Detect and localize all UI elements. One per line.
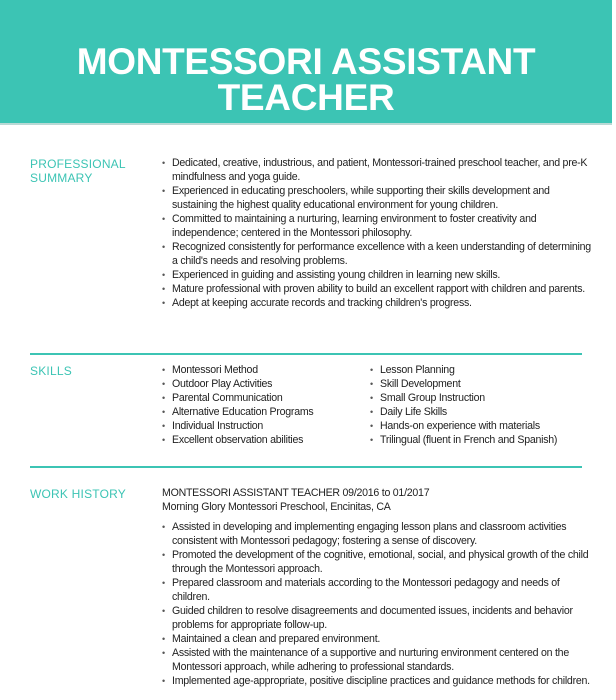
list-item: • Dedicated, creative, industrious, and patient, Montessori-trained preschool teacher, and pre-K mindfulness and yoga guide. [162,156,592,184]
list-item: • Guided children to resolve disagreements and documented issues, incidents and behavior problems for appropriate follow-up. [162,604,592,632]
list-item: • Adept at keeping accurate records and tracking children's progress. [162,296,592,310]
list-item: • Small Group Instruction [370,391,580,405]
job-title-line: MONTESSORI ASSISTANT TEACHER 09/2016 to 01/2017 [162,487,430,499]
list-item: • Prepared classroom and materials according to the Montessori pedagogy and needs of children. [162,576,592,604]
list-item: • Experienced in educating preschoolers, while supporting their skills development and sustaining the highest quality educational environment for young children. [162,184,592,212]
list-item: • Maintained a clean and prepared environment. [162,632,592,646]
summary-content [162,156,592,310]
list-item: • Parental Communication [162,391,372,405]
summary-list [162,156,592,310]
skills-column-right [370,363,580,447]
label-line: SUMMARY [30,171,93,185]
list-item: • Individual Instruction [162,419,372,433]
list-item: • Trilingual (fluent in French and Spanish) [370,433,580,447]
list-item: • Excellent observation abilities [162,433,372,447]
label-line: PROFESSIONAL [30,157,126,171]
skills-column-left [162,363,372,447]
title-line-2: TEACHER [217,77,395,118]
list-item: • Outdoor Play Activities [162,377,372,391]
work-history-content [162,486,592,688]
list-item: • Assisted in developing and implementing engaging lesson plans and classroom activities consistent with Montessori pedagogy; fostering a sense of discovery. [162,520,592,548]
list-item: • Montessori Method [162,363,372,377]
title-line-1: MONTESSORI ASSISTANT [76,41,536,82]
list-item: • Promoted the development of the cognitive, emotional, social, and physical growth of the child through the Montessori approach. [162,548,592,576]
list-item: • Mature professional with proven ability to build an excellent rapport with children and parents. [162,282,592,296]
list-item: • Committed to maintaining a nurturing, learning environment to foster creativity and independence; centered in the Montessori philosophy. [162,212,592,240]
resume-title [0,41,612,118]
list-item: • Lesson Planning [370,363,580,377]
list-item: • Experienced in guiding and assisting young children in learning new skills. [162,268,592,282]
job-company-line: Morning Glory Montessori Preschool, Encinitas, CA [162,501,391,513]
list-item: • Hands-on experience with materials [370,419,580,433]
list-item: • Assisted with the maintenance of a supportive and nurturing environment centered on the Montessori approach, while adhering to professional standards. [162,646,592,674]
list-item: • Skill Development [370,377,580,391]
section-label-summary [30,157,126,185]
list-item: • Implemented age-appropriate, positive discipline practices and guidance methods for children. [162,674,592,688]
section-label-work-history: WORK HISTORY [30,487,126,501]
header-banner [0,0,612,125]
list-item: • Recognized consistently for performance excellence with a keen understanding of determining a child's needs and resolving problems. [162,240,592,268]
section-divider [30,466,582,468]
list-item: • Daily Life Skills [370,405,580,419]
job-bullets [162,520,592,688]
section-label-skills: SKILLS [30,364,72,378]
section-divider [30,353,582,355]
list-item: • Alternative Education Programs [162,405,372,419]
